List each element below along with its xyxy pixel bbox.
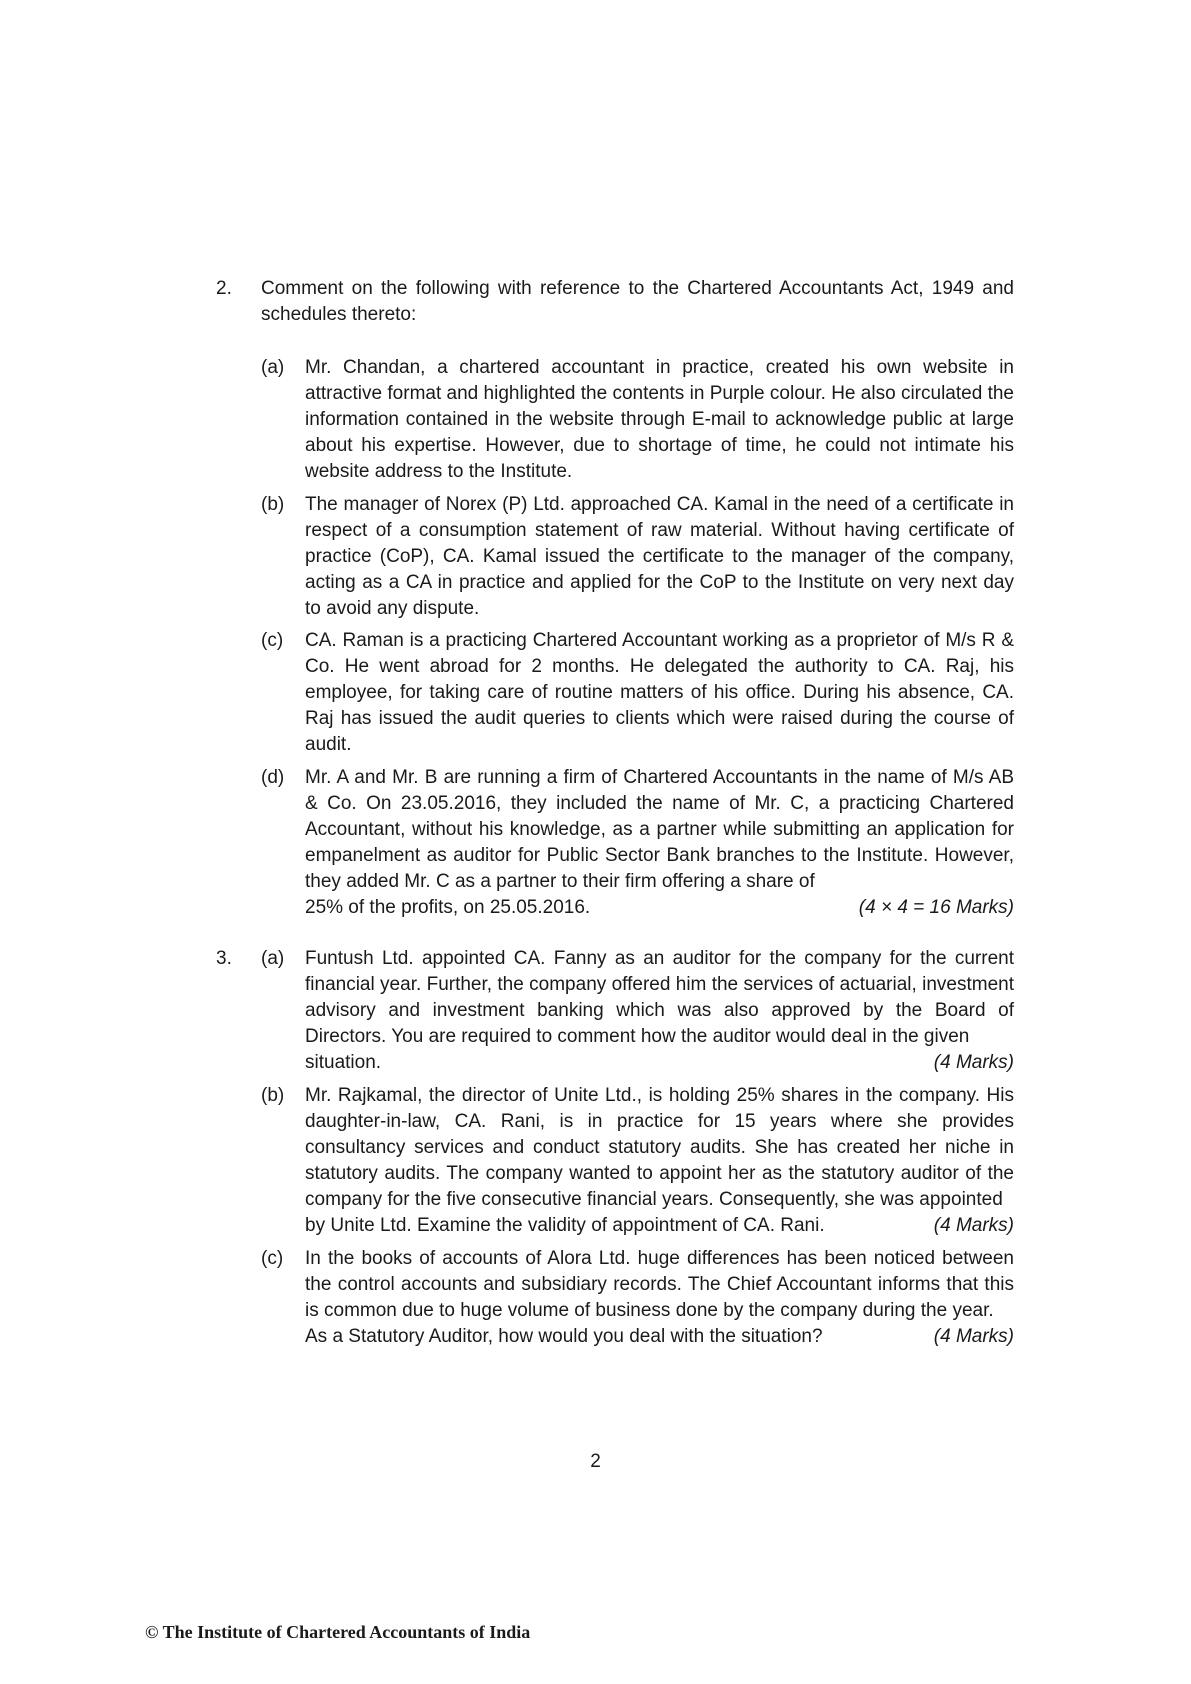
item-label: (a) (261, 357, 285, 378)
item-text: CA. Raman is a practicing Chartered Accountant working as a proprietor of M/s R & Co. He went abroad for 2 months. He delegated the authority to CA. Raj, his employee, for taking care of routine matters of his office. During his absence, CA. Raj has issued the audit queries to clients which were raised during the course of audit. (305, 630, 1014, 755)
last-line-text: As a Statutory Auditor, how would you deal with the situation? (305, 1326, 823, 1347)
item-label: (a) (261, 948, 285, 969)
item-text (305, 946, 1014, 1076)
item-last-line (305, 1213, 1014, 1239)
item-last-line (305, 895, 1014, 921)
item-text: The manager of Norex (P) Ltd. approached CA. Kamal in the need of a certificate in respect of a consumption statement of raw material. Without having certificate of practice (CoP), CA. Kamal issued the certificate to the manager of the company, acting as a CA in practice and applied for the CoP to the Institute on very next day to avoid any dispute. (305, 494, 1014, 619)
item-body: Funtush Ltd. appointed CA. Fanny as an auditor for the company for the current financial year. Further, the company offered him the services of actuarial, investment advisory and investment banking which was also approved by the Board of Directors. You are required to comment how the auditor would deal in the given (305, 948, 1014, 1047)
marks-label: (4 Marks) (933, 1052, 1014, 1073)
item-text (305, 1246, 1014, 1350)
copyright-footer: © The Institute of Chartered Accountants of India (145, 1622, 531, 1642)
item-label: (b) (261, 1085, 285, 1106)
item-label: (c) (261, 1248, 284, 1269)
last-line-text: situation. (305, 1052, 382, 1073)
page-number: 2 (590, 1451, 601, 1472)
marks-label: (4 × 4 = 16 Marks) (858, 897, 1014, 918)
item-text (305, 1083, 1014, 1239)
marks-label: (4 Marks) (933, 1215, 1014, 1236)
item-label: (c) (261, 630, 284, 651)
question-2-intro: Comment on the following with reference to the Chartered Accountants Act, 1949 and schedules thereto: (261, 278, 1014, 325)
item-last-line (305, 1050, 1014, 1076)
item-body: Mr. Rajkamal, the director of Unite Ltd., is holding 25% shares in the company. His daughter-in-law, CA. Rani, is in practice for 15 years where she provides consultancy services and conduct statutory audits. She has created her niche in statutory audits. The company wanted to appoint her as the statutory auditor of the company for the five consecutive financial years. Consequently, she was appointed (305, 1085, 1014, 1210)
last-line-text: 25% of the profits, on 25.05.2016. (305, 897, 591, 918)
item-body: Mr. A and Mr. B are running a firm of Chartered Accountants in the name of M/s AB & Co. On 23.05.2016, they included the name of Mr. C, a practicing Chartered Accountant, without his knowledge, as a partner while submitting an application for empanelment as auditor for Public Sector Bank branches to the Institute. However, they added Mr. C as a partner to their firm offering a share of (305, 767, 1014, 892)
question-3-number: 3. (216, 948, 232, 969)
last-line-text: by Unite Ltd. Examine the validity of appointment of CA. Rani. (305, 1215, 825, 1236)
item-body: In the books of accounts of Alora Ltd. huge differences has been noticed between the control accounts and subsidiary records. The Chief Accountant informs that this is common due to huge volume of business done by the company during the year. (305, 1248, 1014, 1321)
item-last-line (305, 1324, 1014, 1350)
question-2-number: 2. (216, 278, 232, 299)
item-text (305, 765, 1014, 921)
item-label: (b) (261, 494, 285, 515)
marks-label: (4 Marks) (933, 1326, 1014, 1347)
item-text: Mr. Chandan, a chartered accountant in practice, created his own website in attractive format and highlighted the contents in Purple colour. He also circulated the information contained in the website through E-mail to acknowledge public at large about his expertise. However, due to shortage of time, he could not intimate his website address to the Institute. (305, 357, 1014, 482)
item-label: (d) (261, 767, 285, 788)
